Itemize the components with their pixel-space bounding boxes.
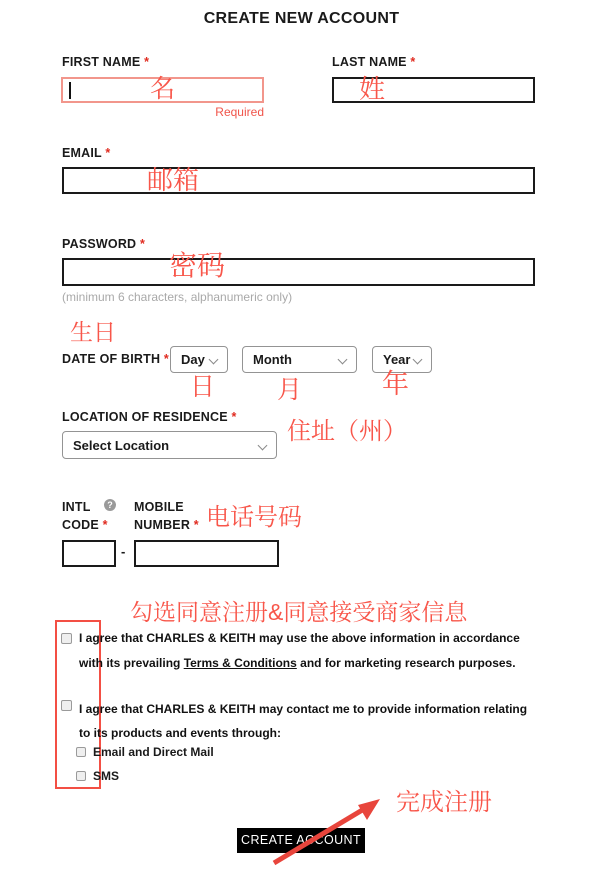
first-name-field[interactable] [61,77,264,103]
password-input[interactable] [64,260,533,284]
password-hint: (minimum 6 characters, alphanumeric only) [62,290,293,304]
arrow-annotation-icon [258,793,398,871]
email-annotation: 邮箱 [147,165,200,195]
agreements-annotation: 勾选同意注册&同意接受商家信息 [130,599,468,625]
sms-checkbox[interactable] [76,771,86,781]
dob-label: DATE OF BIRTH * [62,352,169,366]
chevron-down-icon [413,355,423,365]
email-field[interactable] [62,167,535,194]
terms-conditions-link[interactable]: Terms & Conditions [183,656,297,670]
required-asterisk: * [144,55,150,69]
email-direct-mail-checkbox[interactable] [76,747,86,757]
page-title: CREATE NEW ACCOUNT [203,10,400,27]
password-annotation: 密码 [169,250,226,281]
required-asterisk: * [102,518,108,532]
day-select[interactable]: Day [170,346,228,373]
location-label: LOCATION OF RESIDENCE * [62,410,237,424]
sms-label: SMS [93,769,120,783]
contact-agreement-text: I agree that CHARLES & KEITH may contact me to provide information relating to its products and events through: [79,702,528,740]
last-name-annotation: 姓 [359,74,386,104]
location-select[interactable]: Select Location [62,431,277,459]
password-field[interactable] [62,250,535,286]
year-select[interactable]: Year [372,346,432,373]
required-asterisk: * [193,518,199,532]
terms-agreement-checkbox[interactable] [61,633,72,644]
last-name-label: LAST NAME * [332,55,416,69]
month-annotation: 月 [277,376,303,404]
phone-annotation: 电话号码 [206,504,302,531]
location-annotation: 住址（州） [287,418,407,445]
email-input[interactable] [64,165,533,195]
submit-annotation: 完成注册 [396,789,492,816]
first-name-error: Required [215,105,264,119]
first-name-annotation: 名 [149,75,175,103]
intl-code-label-line2: CODE * [62,518,108,532]
email-direct-mail-label: Email and Direct Mail [93,745,214,759]
chevron-down-icon [209,355,219,365]
required-asterisk: * [231,410,237,424]
chevron-down-icon [258,441,268,451]
mobile-label-line1: MOBILE [134,500,184,514]
create-account-button[interactable]: CREATE ACCOUNT [237,828,365,853]
required-asterisk: * [105,146,111,160]
dob-annotation: 生日 [70,319,116,345]
help-icon[interactable]: ? [104,499,116,511]
mobile-number-field[interactable] [134,540,279,567]
day-annotation: 日 [190,373,216,401]
last-name-field[interactable] [332,74,535,104]
year-annotation: 年 [382,369,409,399]
chevron-down-icon [338,355,348,365]
terms-agreement-text: I agree that CHARLES & KEITH may use the above information in accordance with its prevailing Terms & Conditions and for marketing research purposes. [79,631,520,670]
email-label: EMAIL * [62,146,111,160]
mobile-label-line2: NUMBER * [134,518,199,532]
intl-code-label-line1: INTL [62,500,91,514]
required-asterisk: * [410,55,416,69]
required-asterisk: * [163,352,169,366]
phone-separator: - [121,544,126,559]
required-asterisk: * [139,237,146,251]
mobile-number-input[interactable] [136,542,277,565]
intl-code-input[interactable] [64,542,114,565]
password-label: PASSWORD * [62,237,146,251]
first-name-label: FIRST NAME * [62,55,150,69]
contact-agreement-checkbox[interactable] [61,700,72,711]
month-select[interactable]: Month [242,346,357,373]
intl-code-field[interactable] [62,540,116,567]
